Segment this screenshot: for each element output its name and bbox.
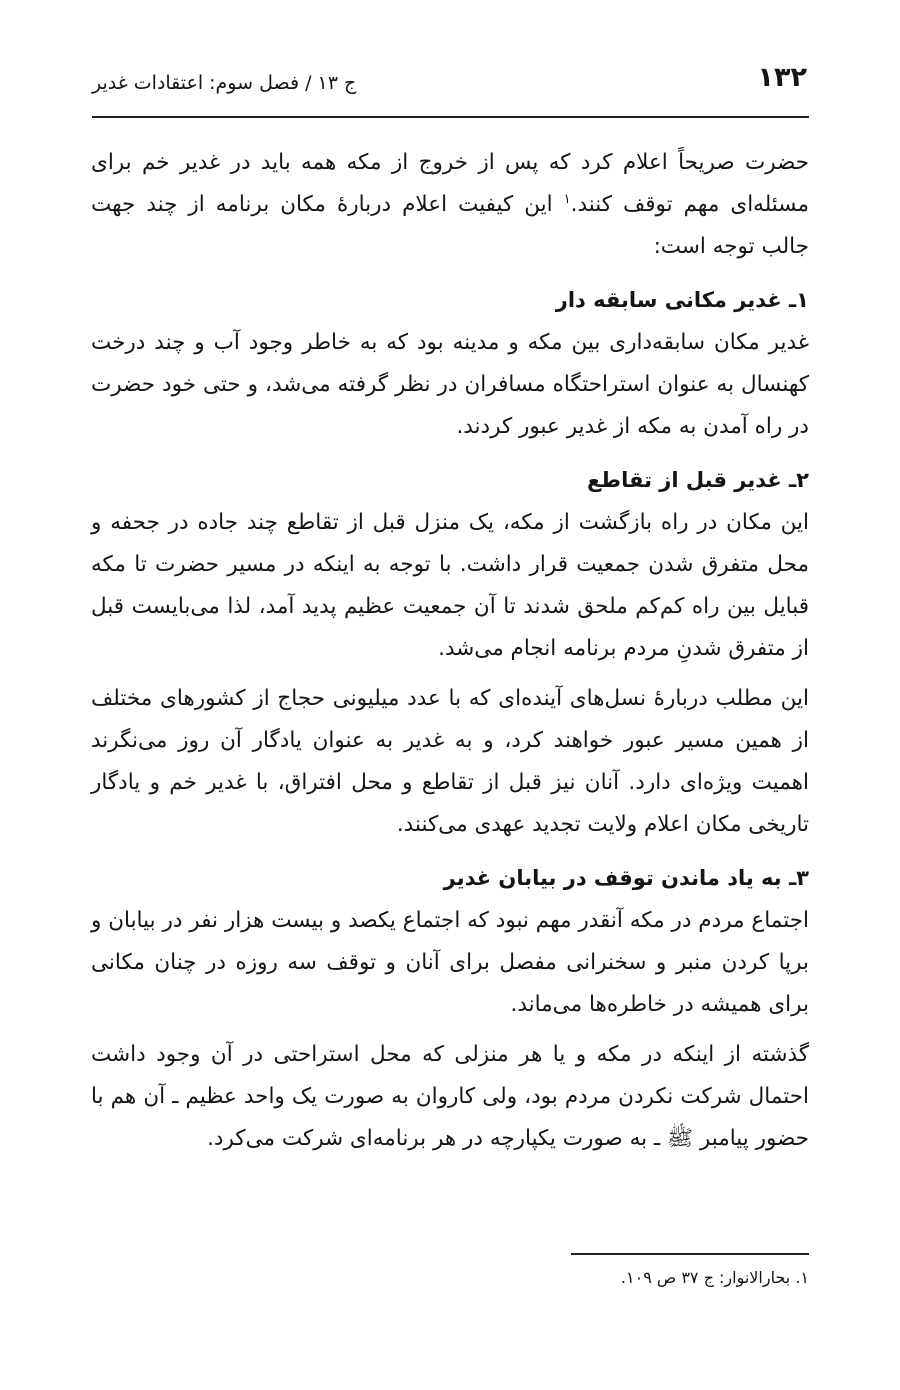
body-text [91, 142, 809, 1160]
body-paragraph: گذشته از اینکه در مکه و یا هر منزلی که محل استراحتی در آن وجود داشت احتمال شرکت نکردن مردم بود، ولی کاروان به صورت یک واحد عظیم ـ آن هم با حضور پیامبر ﷺ ـ به صورت یکپارچه در هر برنامه‌ای شرکت می‌کرد. [91, 1042, 809, 1151]
page-number: ۱۳۲ [757, 62, 807, 93]
footnote-marker: ۱ [563, 191, 571, 207]
footnote-rule [571, 1253, 809, 1255]
intro-text: حضرت صریحاً اعلام کرد که پس از خروج از مکه همه باید در غدیر خم برای مسئله‌ای مهم توقف کنند. [91, 150, 809, 217]
body-paragraph: این مکان در راه بازگشت از مکه، یک منزل قبل از تقاطع چند جاده در جحفه و محل متفرق شدن جمعیت قرار داشت. با توجه به اینکه در مسیر حضرت تا مکه قبایل بین راه کم‌کم ملحق شدند تا آن جمعیت عظیم پدید آمد، لذا می‌بایست قبل از متفرق شدنِ مردم برنامه انجام می‌شد. [91, 510, 809, 661]
header-rule [92, 116, 809, 118]
intro-text-continued: این کیفیت اعلام دربارهٔ مکان برنامه از چند جهت جالب توجه است: [91, 192, 809, 259]
section-heading: ۱ـ غدیر مکانی سابقه دار [555, 288, 809, 312]
running-head: ج ۱۳ / فصل سوم: اعتقادات غدیر [92, 72, 357, 94]
section-heading: ۳ـ به یاد ماندن توقف در بیابان غدیر [443, 866, 809, 890]
section-heading: ۲ـ غدیر قبل از تقاطع [586, 468, 809, 492]
footnote: ۱. بحارالانوار: ج ۳۷ ص ۱۰۹. [620, 1268, 809, 1287]
intro-paragraph [91, 142, 809, 268]
body-paragraph: اجتماع مردم در مکه آنقدر مهم نبود که اجتماع یکصد و بیست هزار نفر در بیابان و برپا کردن منبر و سخنرانی مفصل برای آنان و توقف سه روزه در چنان مکانی برای همیشه در خاطره‌ها می‌ماند. [91, 908, 809, 1017]
body-paragraph: این مطلب دربارهٔ نسل‌های آینده‌ای که با عدد میلیونی حجاج از کشورهای مختلف از همین مسیر عبور خواهند کرد، و به غدیر به عنوان یادگار آن روز می‌نگرند اهمیت ویژه‌ای دارد. آنان نیز قبل از تقاطع و محل افتراق، با غدیر خم و یادگار تاریخی مکان اعلام ولایت تجدید عهدی می‌کنند. [91, 686, 809, 837]
body-paragraph: غدیر مکان سابقه‌داری بین مکه و مدینه بود که به خاطر وجود آب و چند درخت کهنسال به عنوان استراحتگاه مسافران در نظر گرفته می‌شد، و حتی خود حضرت در راه آمدن به مکه از غدیر عبور کردند. [91, 330, 809, 439]
